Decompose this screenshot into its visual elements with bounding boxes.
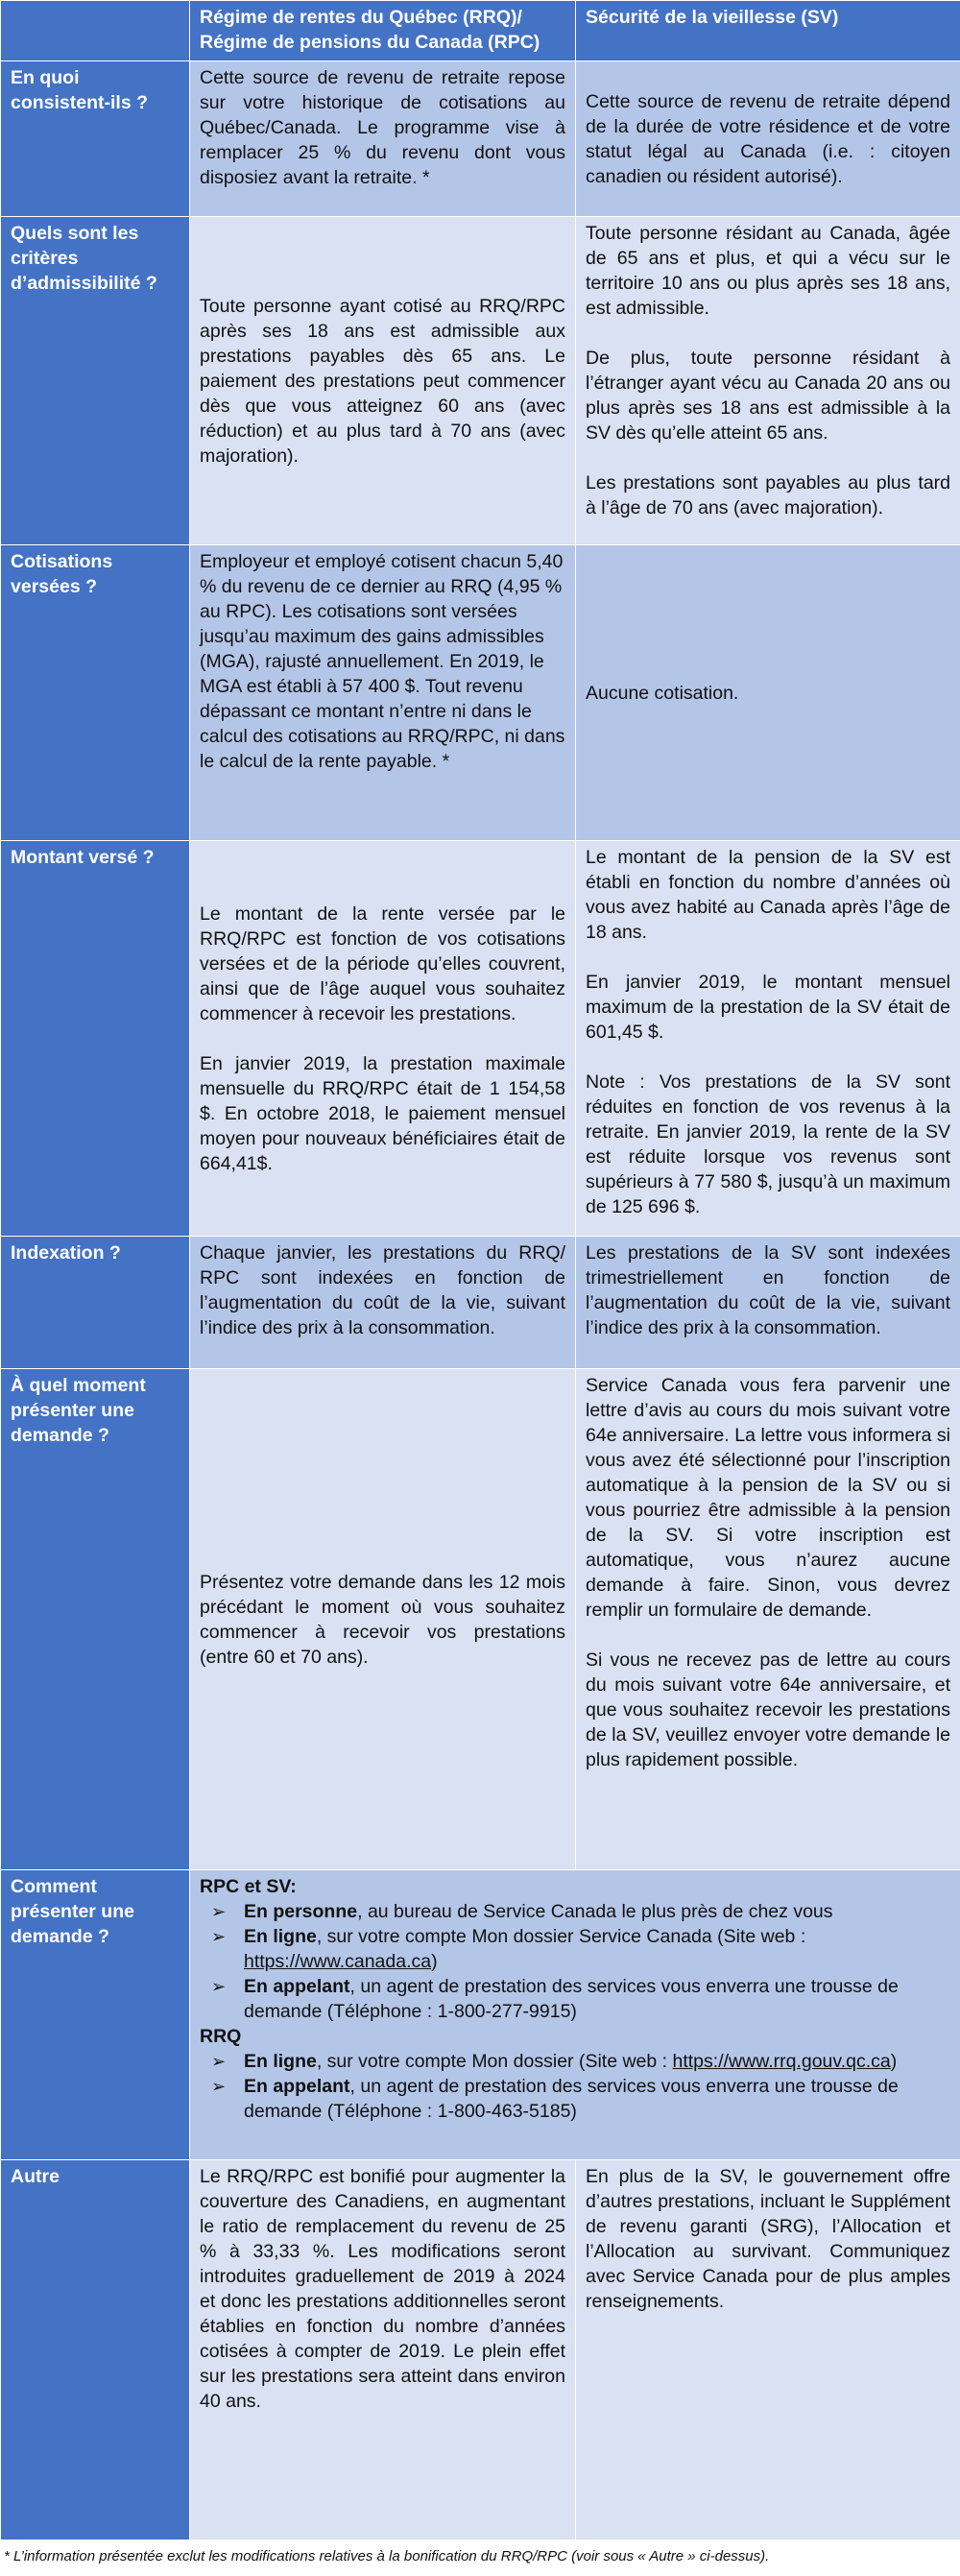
row-label: Quels sont les critères d’admissibilité ? <box>1 217 190 545</box>
method-label: En appelant <box>244 2076 350 2097</box>
cell-text: Aucune cotisation. <box>586 682 739 704</box>
row-label: Montant versé ? <box>1 841 190 1237</box>
cell-text: Le montant de la rente versée par le RRQ/RPC est fonction de vos cotisations versées et de la période qu’elles couvrent, ainsi que de l’âge auquel vous souhaitez commencer à recevoir les prestations. <box>200 903 565 1024</box>
row-label: Cotisations versées ? <box>1 545 190 841</box>
cell-text: En janvier 2019, la prestation maximale mensuelle du RRQ/RPC était de 1 154,58 $. En octobre 2018, le paiement mensuel moyen pour nouveaux bénéficiaires était de 664,41$. <box>200 1052 565 1174</box>
rrq-cell <box>190 841 576 1237</box>
cell-text: Note : Vos prestations de la SV sont réduites en fonction de vos revenus à la retraite. En janvier 2019, la rente de la SV est réduite lorsque vos revenus sont supérieurs à 77 580 $, jusqu’à un maximum de 125 696 $. <box>586 1071 950 1217</box>
sv-cell <box>576 841 960 1237</box>
rrq-title: RRQ <box>200 2026 242 2047</box>
method-label: En appelant <box>244 1976 350 1997</box>
method-text-after: ) <box>431 1951 438 1972</box>
method-text: , un agent de prestation des services vous enverra une trousse de demande (Téléphone : 1-800-463-5185) <box>244 2076 899 2122</box>
cell-text: Le montant de la pension de la SV est établi en fonction du nombre d’années où vous avez habité au Canada après l’âge de 18 ans. <box>586 847 950 943</box>
rpc-sv-title: RPC et SV: <box>200 1876 297 1897</box>
footnote: * L’information présentée exclut les modifications relatives à la bonification du RRQ/RPC (voir sous « Autre » ci-dessus). <box>4 2548 770 2564</box>
cell-text: De plus, toute personne résidant à l’étranger ayant vécu au Canada 20 ans ou plus après ses 18 ans est admissible à la SV dès qu’elle atteint 65 ans. <box>586 348 950 444</box>
apply-cell <box>190 1870 960 2160</box>
list-item <box>227 1924 950 1974</box>
rrq-cell <box>190 217 576 545</box>
cell-text: Présentez votre demande dans les 12 mois précédant le moment où vous souhaitez commencer à recevoir vos prestations (entre 60 et 70 ans). <box>200 1571 565 1668</box>
rrq-cell <box>190 61 576 217</box>
cell-text: Cette source de revenu de retraite repose sur votre historique de cotisations au Québec/Canada. Le programme vise à remplacer 25 % du revenu dont vous disposiez avant la retraite. * <box>200 67 565 188</box>
row-label: À quel moment présenter une demande ? <box>1 1369 190 1870</box>
row-label: Autre <box>1 2160 190 2540</box>
cell-text: Cette source de revenu de retraite dépend de la durée de votre résidence et de votre statut légal au Canada (i.e. : citoyen canadien ou résident autorisé). <box>586 90 950 187</box>
method-text-after: ) <box>890 2051 898 2072</box>
cell-text: Chaque janvier, les prestations du RRQ/ RPC sont indexées en fonction de l’augmentation du coût de la vie, suivant l’indice des prix à la consommation. <box>200 1242 565 1338</box>
cell-text: Toute personne ayant cotisé au RRQ/RPC après ses 18 ans est admissible aux prestations payables dès 65 ans. Le paiement des prestations peut commencer dès que vous atteignez 60 ans (avec réduction) et au plus tard à 70 ans (avec majoration). <box>200 295 565 467</box>
rrq-cell <box>190 545 576 841</box>
table-header-row <box>1 1 960 61</box>
sv-cell <box>576 217 960 545</box>
table-row <box>1 545 960 841</box>
sv-cell <box>576 2160 960 2540</box>
table-row <box>1 2160 960 2540</box>
cell-text: Toute personne résidant au Canada, âgée de 65 ans et plus, et qui a vécu sur le territoire 10 ans ou plus après ses 18 ans, est admissible. <box>586 223 950 319</box>
method-text: , au bureau de Service Canada le plus près de chez vous <box>357 1901 833 1922</box>
cell-text: Les prestations de la SV sont indexées trimestriellement en fonction de l’augmentation du coût de la vie, suivant l’indice des prix à la consommation. <box>586 1242 950 1338</box>
header-blank <box>1 1 190 61</box>
table-row <box>1 61 960 217</box>
method-label: En personne <box>244 1901 358 1922</box>
method-label: En ligne <box>244 2051 317 2072</box>
sv-cell <box>576 61 960 217</box>
table-row <box>1 1237 960 1369</box>
method-text: , sur votre compte Mon dossier Service Canada (Site web : <box>316 1926 806 1947</box>
rrq-list <box>200 2049 950 2124</box>
sv-cell <box>576 545 960 841</box>
cell-text: Service Canada vous fera parvenir une lettre d’avis au cours du mois suivant votre 64e anniversaire. La lettre vous informera si vous avez été sélectionné pour l’inscription automatique à la pension de la SV ou si vous pourriez être admissible à la pension de la SV. Si votre inscription est automatique, vous n’aurez aucune demande à faire. Sinon, vous devrez remplir un formulaire de demande. <box>586 1375 950 1621</box>
rrq-link[interactable]: https://www.rrq.gouv.qc.ca <box>672 2051 891 2072</box>
method-text: , un agent de prestation des services vous enverra une trousse de demande (Téléphone : 1-800-277-9915) <box>244 1976 899 2022</box>
row-label: Indexation ? <box>1 1237 190 1369</box>
canada-link[interactable]: https://www.canada.ca <box>244 1951 432 1972</box>
list-item <box>227 1974 950 2024</box>
cell-text: En plus de la SV, le gouvernement offre d’autres prestations, incluant le Supplément de revenu garanti (SRG), l’Allocation et l’Allocation au survivant. Communiquez avec Service Canada pour de plus amples renseignements. <box>586 2166 950 2312</box>
rrq-cell <box>190 2160 576 2540</box>
sv-cell <box>576 1237 960 1369</box>
rrq-cell <box>190 1237 576 1369</box>
rpc-sv-list <box>200 1899 950 2024</box>
cell-text: Si vous ne recevez pas de lettre au cours du mois suivant votre 64e anniversaire, et que vous souhaitez recevoir les prestations de la SV, veuillez envoyer votre demande le plus rapidement possible. <box>586 1649 950 1770</box>
list-item <box>227 1899 950 1924</box>
table-row <box>1 1870 960 2160</box>
header-rrq: Régime de rentes du Québec (RRQ)/ Régime de pensions du Canada (RPC) <box>190 1 576 61</box>
table-row <box>1 1369 960 1870</box>
row-label: Comment présenter une demande ? <box>1 1870 190 2160</box>
list-item <box>227 2074 950 2124</box>
row-label: En quoi consistent-ils ? <box>1 61 190 217</box>
method-label: En ligne <box>244 1926 317 1947</box>
cell-text: Le RRQ/RPC est bonifié pour augmenter la couverture des Canadiens, en augmentant le ratio de remplacement du revenu de 25 % à 33,33 %. Les modifications seront introduites graduellement de 2019 à 2024 et donc les prestations additionnelles seront établies en fonction du nombre d’années cotisées à compter de 2019. Le plein effet sur les prestations sera atteint dans environ 40 ans. <box>200 2166 565 2412</box>
cell-text: Employeur et employé cotisent chacun 5,40 % du revenu de ce dernier au RRQ (4,95 % au RPC). Les cotisations sont versées jusqu’au maximum des gains admissibles (MGA), rajusté annuellement. En 2019, le MGA est établi à 57 400 $. Tout revenu dépassant ce montant n’entre ni dans le calcul des cotisations au RRQ/RPC, ni dans le calcul de la rente payable. * <box>200 551 565 772</box>
method-text: , sur votre compte Mon dossier (Site web : <box>316 2051 673 2072</box>
cell-text: En janvier 2019, le montant mensuel maximum de la prestation de la SV était de 601,45 $. <box>586 972 950 1043</box>
sv-cell <box>576 1369 960 1870</box>
header-sv: Sécurité de la vieillesse (SV) <box>576 1 960 61</box>
rrq-cell <box>190 1369 576 1870</box>
table-row <box>1 217 960 545</box>
list-item <box>227 2049 950 2074</box>
table-row <box>1 841 960 1237</box>
cell-text: Les prestations sont payables au plus tard à l’âge de 70 ans (avec majoration). <box>586 472 950 518</box>
